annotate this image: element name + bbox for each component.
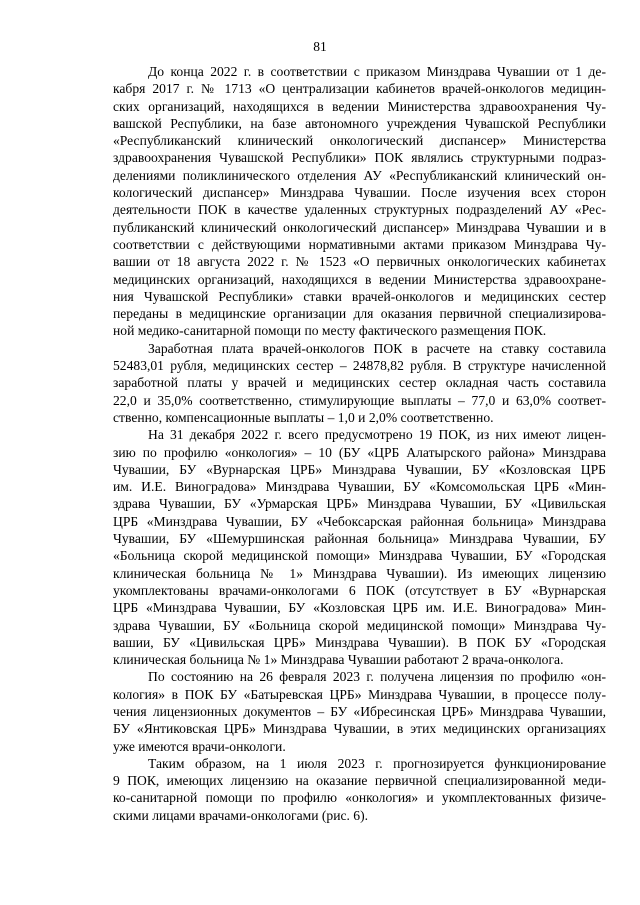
text-line: делениями поликлинического отделения АУ «Республиканский клинический он- [113, 167, 606, 183]
text-line: укомплектованы врачами-онкологами 6 ПОК (отсутствует в БУ «Вурнарская [113, 582, 606, 598]
text-line: Чувашии, БУ «Вурнарская ЦРБ» Минздрава Чувашии, БУ «Козловская ЦРБ [113, 461, 606, 477]
paragraph-forecast [113, 755, 606, 824]
text-line: кология» в ПОК БУ «Батыревская ЦРБ» Минздрава Чувашии, в процессе полу- [113, 686, 606, 702]
text-line: Чувашии, БУ «Шемуршинская районная больница» Минздрава Чувашии, БУ [113, 531, 606, 547]
text-line: На 31 декабря 2022 г. всего предусмотрено 19 ПОК, из них имеют лицен- [148, 427, 606, 443]
text-line: По состоянию на 26 февраля 2023 г. получена лицензия по профилю «он- [148, 669, 606, 685]
text-line: До конца 2022 г. в соответствии с приказом Минздрава Чувашии от 1 де- [148, 64, 606, 79]
text-line: скими лицами врачами-онкологами (рис. 6). [113, 807, 369, 823]
text-line: ственно, компенсационные выплаты – 1,0 и 2,0% соответственно. [113, 409, 494, 425]
text-line: ной медико-санитарной помощи по месту фактического размещения ПОК. [113, 323, 547, 339]
text-line: зию по профилю «онкология» – 10 (БУ «ЦРБ Алатырского района» Минздрава [113, 444, 606, 460]
page-number: 81 [313, 39, 327, 54]
text-line: «Больница скорой медицинской помощи» Минздрава Чувашии, БУ «Городская [113, 548, 606, 564]
text-line: здравоохранения Чувашской Республики» ПОК являлись структурными подраз- [113, 150, 606, 166]
text-line: переданы в медицинские организации для оказания первичной специализирова- [113, 306, 606, 322]
text-line: чения лицензионных документов – БУ «Ибресинская ЦРБ» Минздрава Чувашии, [113, 703, 606, 719]
text-line: ских организаций, находящихся в ведении Министерства здравоохранения Чу- [113, 98, 606, 114]
text-line: ко-санитарной помощи по профилю «онкология» и укомплектованных физиче- [113, 790, 606, 806]
text-line: Заработная плата врачей-онкологов ПОК в расчете на ставку составила [148, 340, 606, 356]
paragraph-centralization [113, 63, 606, 340]
text-line: соответствии с действующими нормативными актами приказом Минздрава Чу- [113, 236, 606, 252]
text-line: медицинских организаций, находящихся в ведении Министерства здравоохране- [113, 271, 606, 287]
text-line: Таким образом, на 1 июля 2023 г. прогнозируется функционирование [148, 755, 606, 771]
text-line: 52483,01 рубля, медицинских сестер – 24878,82 рубля. В структуре начисленной [113, 358, 606, 374]
text-line: здрава Чувашии, БУ «Урмарская ЦРБ» Минздрава Чувашии, БУ «Цивильская [113, 496, 606, 512]
text-line: публиканский клинический онкологический диспансер» Минздрава Чувашии и в [113, 219, 606, 235]
text-line: БУ «Янтиковская ЦРБ» Минздрава Чувашии, в этих медицинских организациях [113, 721, 606, 737]
text-line: вашии от 18 августа 2022 г. № 1523 «О первичных онкологических кабинетах [113, 254, 606, 270]
text-line: кабря 2017 г. № 1713 «О централизации кабинетов врачей-онкологов медицин- [113, 81, 606, 97]
text-line: «Республиканский клинический онкологический диспансер» Министерства [113, 133, 606, 149]
text-line: ЦРБ «Минздрава Чувашии, БУ «Козловская ЦРБ им. И.Е. Виноградова» Мин- [113, 600, 606, 616]
text-line: вашской Республики, на базе автономного учреждения Чувашской Республики [113, 115, 606, 131]
text-line: заработной платы у врачей и медицинских сестер окладная часть составила [113, 375, 606, 391]
text-line: им. И.Е. Виноградова» Минздрава Чувашии, БУ «Комсомольская ЦРБ «Мин- [113, 479, 606, 495]
text-line: клиническая больница № 1» Минздрава Чувашии). Из имеющих лицензию [113, 565, 606, 581]
text-line: ния Чувашской Республики» ставки врачей-онкологов и медицинских сестер [113, 288, 606, 304]
body-text [113, 63, 606, 824]
text-line: вашии, БУ «Цивильская ЦРБ» Минздрава Чувашии). В ПОК БУ «Городская [113, 634, 606, 650]
text-line: деятельности ПОК в качестве удаленных структурных подразделений АУ «Рес- [113, 202, 606, 218]
text-line: клиническая больница № 1» Минздрава Чувашии работают 2 врача-онколога. [113, 652, 564, 668]
text-line: уже имеются врачи-онкологи. [113, 738, 286, 754]
paragraph-salary [113, 340, 606, 426]
text-line: 22,0 и 35,0% соответственно, стимулирующие выплаты – 77,0 и 63,0% соответ- [113, 392, 606, 408]
paragraph-february-status [113, 668, 606, 754]
text-line: 9 ПОК, имеющих лицензию на оказание первичной специализированной меди- [113, 773, 606, 789]
text-line: кологический диспансер» Минздрава Чувашии. После изучения всех сторон [113, 185, 606, 201]
text-line: ЦРБ «Минздрава Чувашии, БУ «Чебоксарская районная больница» Минздрава [113, 513, 606, 529]
paragraph-licenses [113, 426, 606, 668]
text-line: здрава Чувашии, БУ «Больница скорой медицинской помощи» Минздрава Чу- [113, 617, 606, 633]
